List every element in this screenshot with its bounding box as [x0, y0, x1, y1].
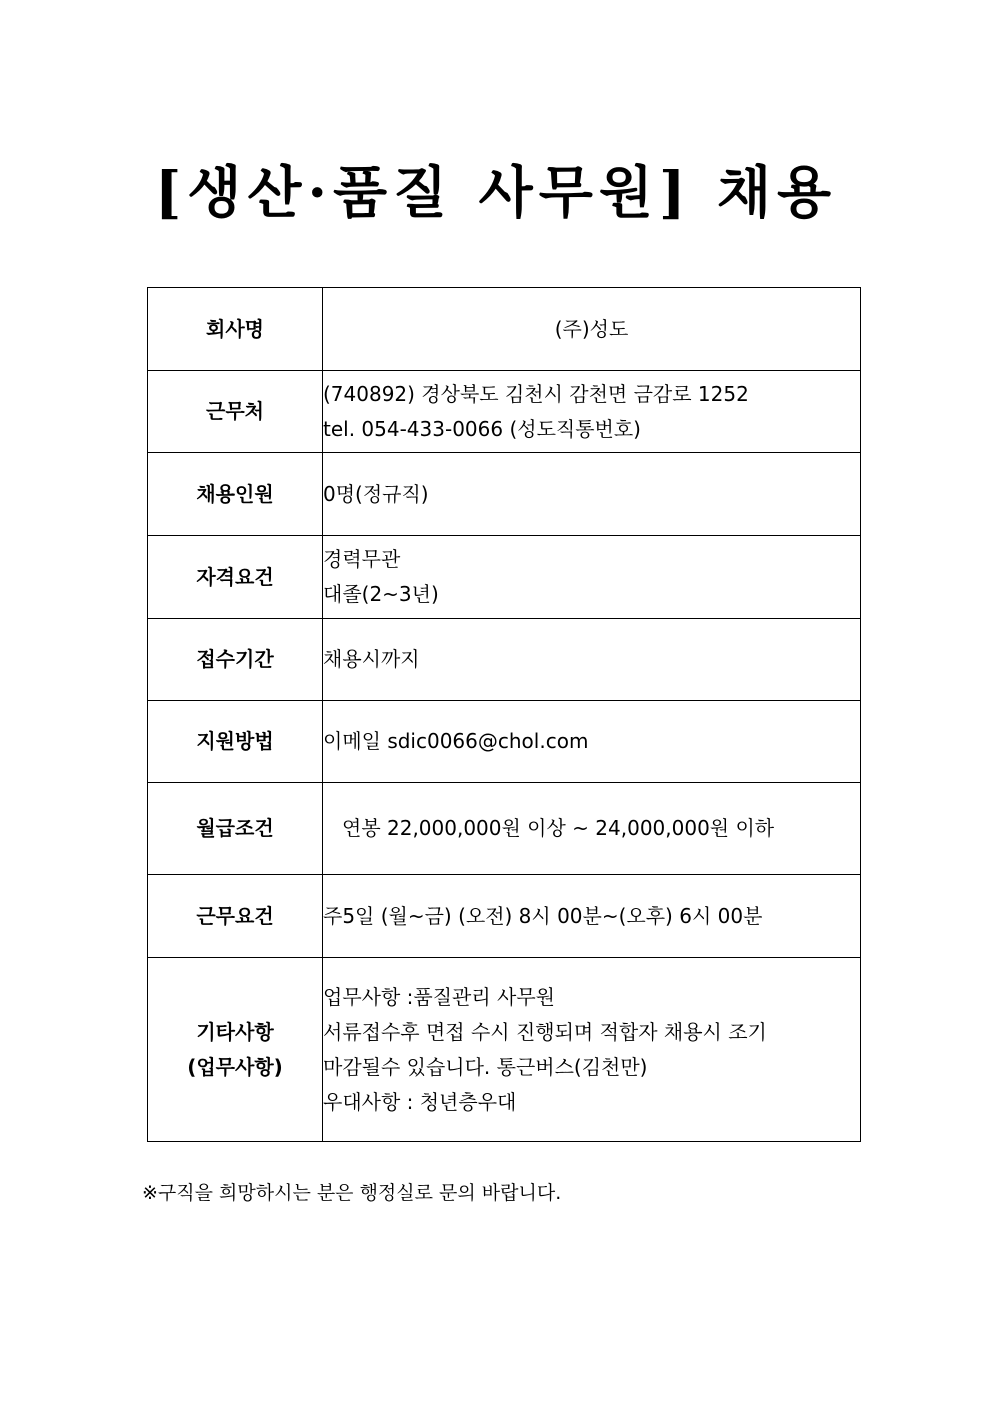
row-other — [148, 958, 861, 1142]
value-other — [323, 958, 861, 1142]
value-company-line: (주)성도 — [554, 316, 629, 341]
footer-note: ※구직을 희망하시는 분은 행정실로 문의 바랍니다. — [142, 1182, 562, 1204]
value-workplace — [323, 371, 861, 453]
label-other-line1: 기타사항 — [196, 1019, 274, 1044]
row-application-method — [148, 701, 861, 783]
label-company: 회사명 — [148, 288, 323, 371]
salary-text: 연봉 22,000,000원 이상 ~ 24,000,000원 이하 — [342, 816, 775, 840]
page-title: [생산·품질 사무원] 채용 — [154, 160, 838, 226]
label-application-method: 지원방법 — [148, 701, 323, 783]
value-qualification — [323, 536, 861, 619]
qualification-education: 대졸(2~3년) — [323, 582, 439, 606]
label-other — [148, 958, 323, 1142]
label-salary: 월급조건 — [148, 783, 323, 875]
label-workplace: 근무처 — [148, 371, 323, 453]
row-company — [148, 288, 861, 371]
label-qualification: 자격요건 — [148, 536, 323, 619]
application-period-text: 채용시까지 — [323, 647, 420, 671]
other-duty: 업무사항 :품질관리 사무원 — [323, 984, 555, 1009]
qualification-experience: 경력무관 — [323, 547, 401, 571]
value-work-conditions — [323, 875, 861, 958]
workplace-phone: tel. 054-433-0066 (성도직통번호) — [323, 416, 641, 441]
row-salary — [148, 783, 861, 875]
other-preference: 우대사항 : 청년층우대 — [323, 1089, 517, 1114]
value-headcount — [323, 453, 861, 536]
label-application-period: 접수기간 — [148, 619, 323, 701]
value-application-method — [323, 701, 861, 783]
value-salary — [323, 783, 861, 875]
other-process-1: 서류접수후 면접 수시 진행되며 적합자 채용시 조기 — [323, 1019, 767, 1044]
row-work-conditions — [148, 875, 861, 958]
application-email: 이메일 sdic0066@chol.com — [323, 729, 589, 753]
value-company — [323, 288, 861, 371]
headcount-text: 0명(정규직) — [323, 481, 429, 506]
job-info-table — [147, 287, 861, 1142]
label-other-line2: (업무사항) — [187, 1054, 283, 1079]
value-application-period — [323, 619, 861, 701]
row-application-period — [148, 619, 861, 701]
row-headcount — [148, 453, 861, 536]
workplace-address: (740892) 경상북도 김천시 감천면 금감로 1252 — [323, 381, 749, 406]
row-workplace — [148, 371, 861, 453]
row-qualification — [148, 536, 861, 619]
label-work-conditions: 근무요건 — [148, 875, 323, 958]
work-conditions-text: 주5일 (월~금) (오전) 8시 00분~(오후) 6시 00분 — [323, 903, 763, 928]
label-headcount: 채용인원 — [148, 453, 323, 536]
other-process-2: 마감될수 있습니다. 통근버스(김천만) — [323, 1054, 648, 1079]
